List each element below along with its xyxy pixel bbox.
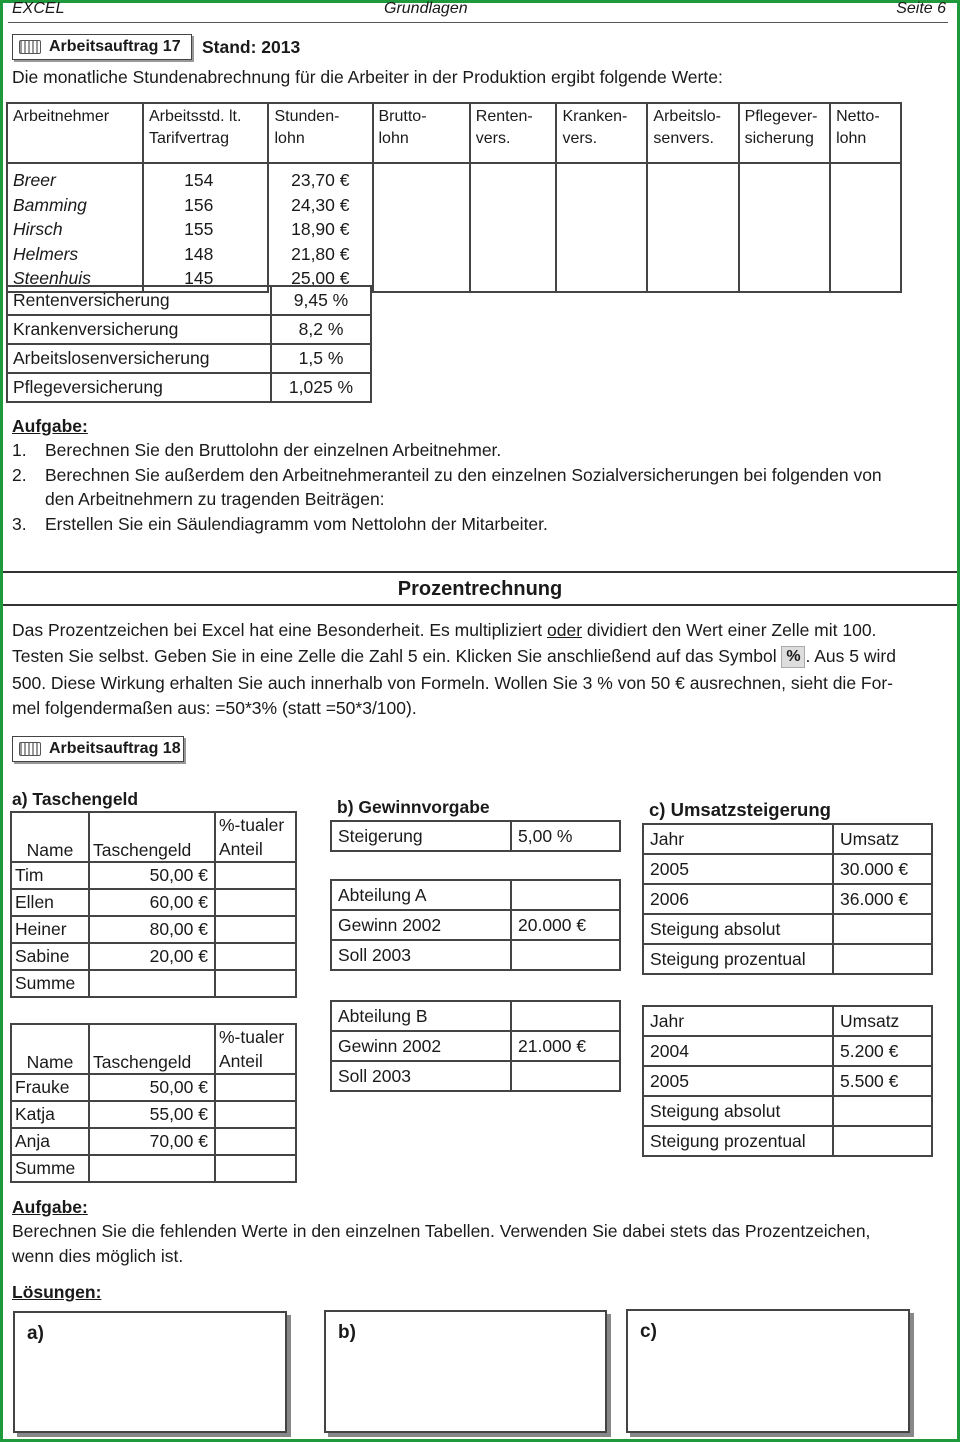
empty-cell [373, 163, 470, 292]
b-row: Abteilung A [331, 880, 620, 910]
rate-row: Rentenversicherung 9,45 % [7, 286, 371, 315]
a-row: Ellen 60,00 € [11, 889, 296, 916]
empty-cell [556, 163, 647, 292]
col-header: Stunden- lohn [268, 103, 372, 163]
col-header: Pflegever- sicherung [739, 103, 831, 163]
b-abteilung-a-table [330, 879, 621, 971]
c-row: Steigung prozentual [643, 1126, 932, 1156]
b-row: Soll 2003 [331, 940, 620, 970]
c-table-2 [642, 1005, 933, 1157]
c-row: 2005 5.500 € [643, 1066, 932, 1096]
rate-row: Arbeitslosenversicherung 1,5 % [7, 344, 371, 373]
a-title: a) Taschengeld [12, 789, 139, 809]
solution-label: a) [27, 1323, 44, 1344]
c-row: Steigung prozentual [643, 944, 932, 974]
b-title: b) Gewinnvorgabe [337, 797, 490, 817]
prozent-line-1: Das Prozentzeichen bei Excel hat eine Besonderheit. Es multipliziert oder dividiert den Wert einer Zelle mit 100. [12, 620, 877, 640]
rate-row: Pflegeversicherung 1,025 % [7, 373, 371, 402]
b-row: Soll 2003 [331, 1061, 620, 1091]
task18-aufgabe-line-2: wenn dies möglich ist. [12, 1246, 184, 1266]
col-header: Netto- lohn [830, 103, 901, 163]
col-header: Arbeitsstd. lt. Tarifvertrag [143, 103, 269, 163]
header-left: EXCEL [12, 0, 65, 17]
a-row: Anja 70,00 € [11, 1128, 296, 1155]
col-header: Renten- vers. [470, 103, 557, 163]
hours-cell: 154 156 155 148 145 [143, 163, 269, 292]
task-num: 2. [12, 465, 27, 485]
col-header: Arbeitslo- senvers. [647, 103, 738, 163]
task17-intro: Die monatliche Stundenabrechnung für die Arbeiter in der Produktion ergibt folgende Werte: [12, 67, 723, 87]
b-steigerung-table [330, 820, 621, 852]
wage-table-header [7, 103, 901, 163]
task17-stand: Stand: 2013 [202, 37, 301, 57]
a-table-1 [10, 811, 297, 998]
task-num: 1. [12, 440, 27, 460]
wages-cell: 23,70 € 24,30 € 18,90 € 21,80 € 25,00 € [268, 163, 372, 292]
loesungen-title: Lösungen: [12, 1282, 102, 1302]
c-row: Jahr Umsatz [643, 1006, 932, 1036]
a-row: Tim 50,00 € [11, 862, 296, 889]
c-title: c) Umsatzsteigerung [649, 799, 831, 820]
c-row: 2005 30.000 € [643, 854, 932, 884]
solution-box-c[interactable] [626, 1309, 910, 1433]
b-row: Gewinn 2002 20.000 € [331, 910, 620, 940]
header-center: Grundlagen [384, 0, 468, 17]
wage-table-body [7, 163, 901, 292]
empty-cell [739, 163, 831, 292]
c-row: Steigung absolut [643, 914, 932, 944]
a-row: Katja 55,00 € [11, 1101, 296, 1128]
header-rule [8, 22, 948, 23]
wage-table [6, 102, 902, 293]
empty-cell [647, 163, 738, 292]
a-header-row: Name Taschengeld %-tualer Anteil [11, 812, 296, 862]
a-row: Frauke 50,00 € [11, 1074, 296, 1101]
prozent-line-3: 500. Diese Wirkung erhalten Sie auch innerhalb von Formeln. Wollen Sie 3 % von 50 € ausrechnen, sieht die For- [12, 673, 893, 693]
b-row: Steigerung 5,00 % [331, 821, 620, 851]
col-header: Brutto- lohn [373, 103, 470, 163]
task-text: Berechnen Sie außerdem den Arbeitnehmeranteil zu den einzelnen Sozialversicherungen bei folgenden von [45, 465, 882, 485]
names-cell: Breer Bamming Hirsch Helmers Steenhuis [7, 163, 143, 292]
rate-row: Krankenversicherung 8,2 % [7, 315, 371, 344]
task18-aufgabe-line-1: Berechnen Sie die fehlenden Werte in den einzelnen Tabellen. Verwenden Sie dabei stets das Prozentzeichen, [12, 1221, 871, 1241]
solution-box-a[interactable] [13, 1311, 287, 1433]
task17-label-text: Arbeitsauftrag 17 [49, 38, 181, 55]
task-text: Erstellen Sie ein Säulendiagramm vom Nettolohn der Mitarbeiter. [45, 514, 548, 534]
percent-icon: % [781, 646, 805, 668]
b-row: Gewinn 2002 21.000 € [331, 1031, 620, 1061]
b-abteilung-b-table [330, 1000, 621, 1092]
task17-label [12, 34, 192, 60]
prozent-line-4: mel folgendermaßen aus: =50*3% (statt =50*3/100). [12, 698, 417, 718]
empty-cell [830, 163, 901, 292]
task18-label [12, 736, 184, 762]
rates-table [6, 285, 372, 403]
solution-box-b[interactable] [324, 1310, 607, 1433]
keyboard-icon [19, 742, 41, 756]
c-row: Jahr Umsatz [643, 824, 932, 854]
a-sum-row: Summe [11, 1155, 296, 1182]
b-row: Abteilung B [331, 1001, 620, 1031]
section-rule-top [3, 571, 957, 573]
section-title: Prozentrechnung [397, 578, 563, 600]
keyboard-icon [19, 40, 41, 54]
solution-label: c) [640, 1321, 657, 1342]
task17-aufgabe-title: Aufgabe: [12, 416, 88, 436]
task18-aufgabe-title: Aufgabe: [12, 1197, 88, 1217]
a-header-row: Name Taschengeld %-tualer Anteil [11, 1024, 296, 1074]
a-sum-row: Summe [11, 970, 296, 997]
header-right: Seite 6 [896, 0, 946, 17]
task-text: den Arbeitnehmern zu tragenden Beiträgen: [45, 489, 385, 509]
c-row: 2004 5.200 € [643, 1036, 932, 1066]
task18-label-text: Arbeitsauftrag 18 [49, 740, 181, 757]
prozent-line-2: Testen Sie selbst. Geben Sie in eine Zelle die Zahl 5 ein. Klicken Sie anschließend auf das Symbol % . Aus 5 wird [12, 646, 896, 666]
c-table-1 [642, 823, 933, 975]
col-header: Arbeitnehmer [7, 103, 143, 163]
solution-label: b) [338, 1322, 356, 1343]
col-header: Kranken- vers. [556, 103, 647, 163]
c-row: 2006 36.000 € [643, 884, 932, 914]
a-table-2 [10, 1023, 297, 1183]
a-row: Sabine 20,00 € [11, 943, 296, 970]
section-rule-bottom [3, 604, 957, 606]
empty-cell [470, 163, 557, 292]
a-row: Heiner 80,00 € [11, 916, 296, 943]
task-num: 3. [12, 514, 27, 534]
task-text: Berechnen Sie den Bruttolohn der einzelnen Arbeitnehmer. [45, 440, 502, 460]
c-row: Steigung absolut [643, 1096, 932, 1126]
